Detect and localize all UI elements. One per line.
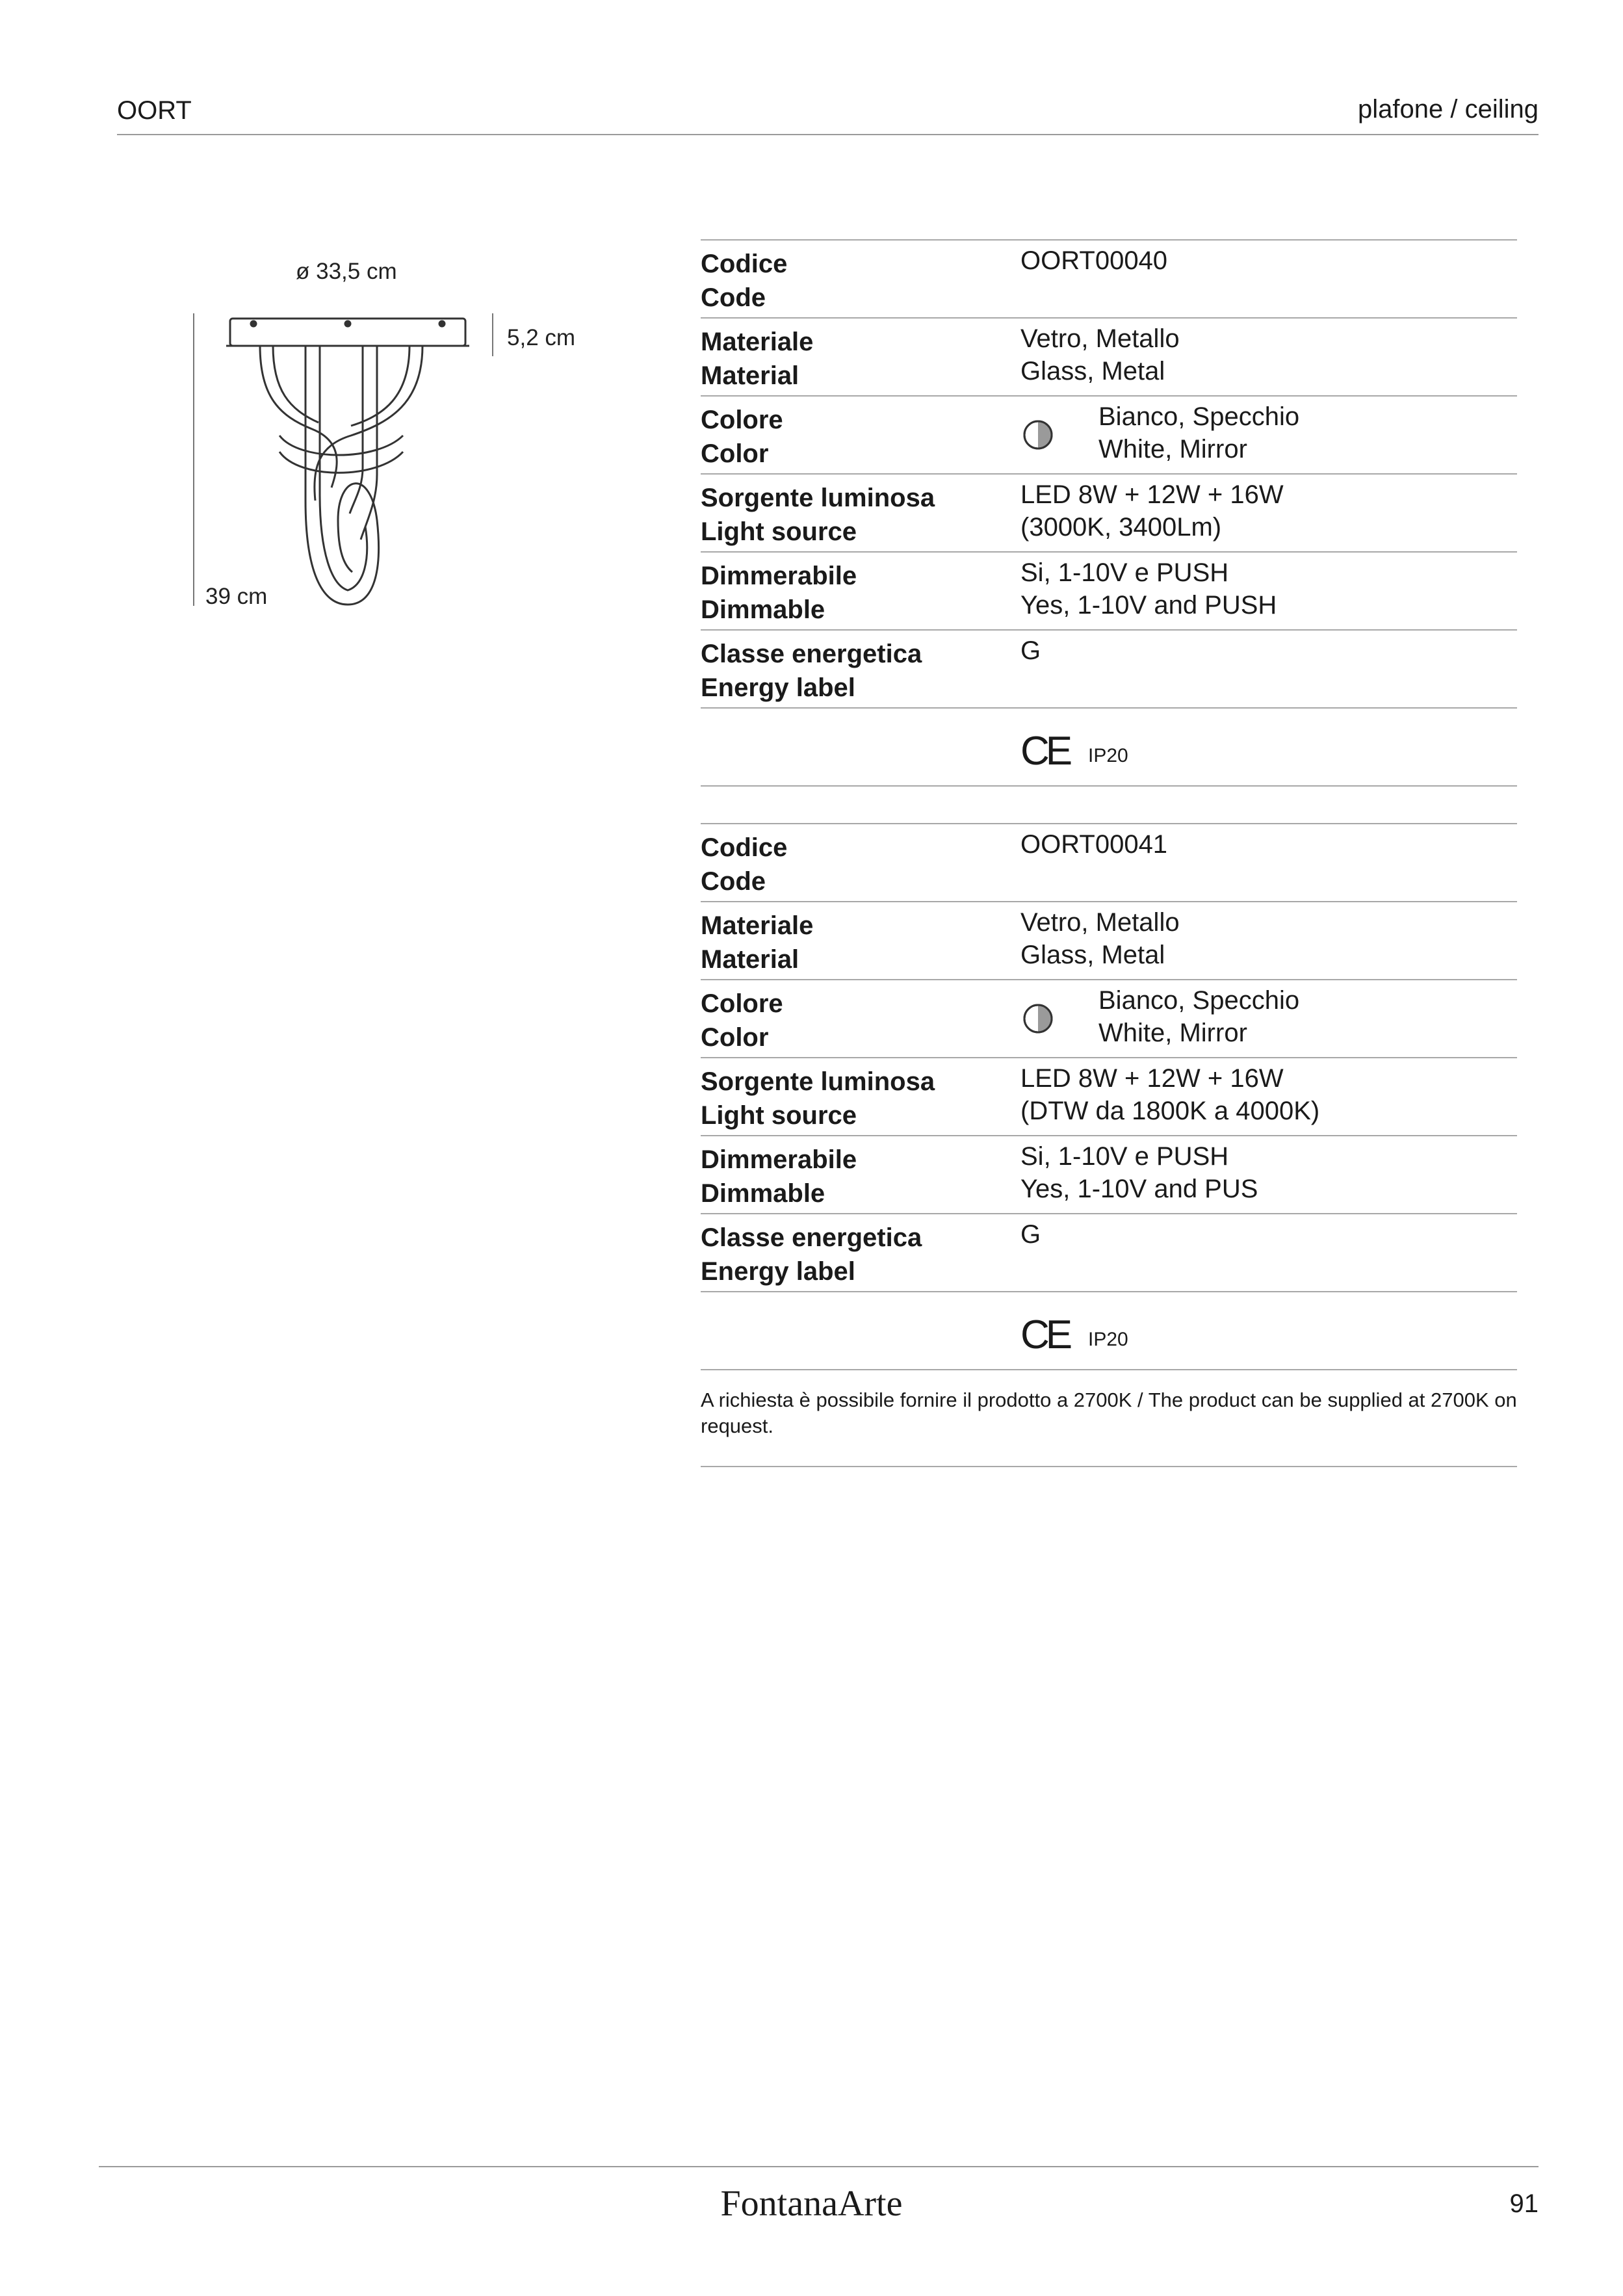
- spec-value: LED 8W + 12W + 16W (3000K, 3400Lm): [1020, 480, 1284, 541]
- spec-label: Classe energetica Energy label: [701, 1223, 922, 1286]
- total-height-dimension: 39 cm: [205, 584, 268, 609]
- spec-label: Dimmerabile Dimmable: [701, 1145, 857, 1208]
- spec-value: Vetro, Metallo Glass, Metal: [1020, 908, 1180, 969]
- spec-label: Dimmerabile Dimmable: [701, 562, 857, 624]
- spec-label: Classe energetica Energy label: [701, 640, 922, 702]
- spec-row-energy-label: [701, 1213, 1517, 1291]
- spec-value: Si, 1-10V e PUSH Yes, 1-10V and PUSH: [1020, 558, 1277, 620]
- spec-table-2: [701, 823, 1517, 1370]
- spec-label: Sorgente luminosa Light source: [701, 484, 935, 546]
- ip-rating: IP20: [1088, 745, 1128, 766]
- spec-row-code: [701, 239, 1517, 317]
- ip-rating: IP20: [1088, 1329, 1128, 1350]
- spec-row-certifications: [701, 1291, 1517, 1369]
- spec-value: LED 8W + 12W + 16W (DTW da 1800K a 4000K): [1020, 1064, 1320, 1125]
- canopy-height-dimension: 5,2 cm: [507, 325, 576, 350]
- spec-row-material: [701, 317, 1517, 395]
- spec-row-dimmable: [701, 1135, 1517, 1213]
- spec-value: OORT00040: [1020, 246, 1168, 275]
- spec-value: Bianco, Specchio White, Mirror: [1098, 402, 1300, 463]
- spec-table-1: [701, 239, 1517, 787]
- spec-row-color: [701, 979, 1517, 1057]
- spec-row-code: [701, 823, 1517, 901]
- spec-row-energy-label: [701, 629, 1517, 707]
- spec-label: Colore Color: [701, 989, 783, 1052]
- ce-mark-icon: CE: [1020, 1312, 1069, 1357]
- color-swatch-icon: [1022, 419, 1054, 451]
- color-swatch-icon: [1022, 1002, 1054, 1035]
- brand-logo: FontanaArte: [720, 2184, 903, 2224]
- spec-value: Bianco, Specchio White, Mirror: [1098, 986, 1300, 1047]
- spec-row-light-source: [701, 1057, 1517, 1135]
- spec-label: Colore Color: [701, 406, 783, 468]
- spec-label: Materiale Material: [701, 328, 814, 390]
- ce-mark-icon: CE: [1020, 729, 1069, 774]
- lamp-technical-drawing: [182, 306, 507, 618]
- diameter-dimension: ø 33,5 cm: [296, 259, 397, 284]
- spec-row-dimmable: [701, 551, 1517, 629]
- spec-row-material: [701, 901, 1517, 979]
- page-number: 91: [1509, 2189, 1539, 2218]
- header-divider: [117, 134, 1539, 135]
- product-family-title: OORT: [117, 96, 192, 125]
- spec-row-light-source: [701, 473, 1517, 551]
- glass-loop: [315, 346, 422, 501]
- spec-value: Si, 1-10V e PUSH Yes, 1-10V and PUS: [1020, 1142, 1258, 1203]
- spec-label: Codice Code: [701, 833, 788, 896]
- availability-note: A richiesta è possibile fornire il prodotto a 2700K / The product can be supplied at 2700K on request.: [701, 1389, 1517, 1437]
- spec-row-certifications: [701, 707, 1517, 785]
- spec-value: G: [1020, 1220, 1041, 1249]
- glass-loop: [305, 346, 379, 605]
- note-divider: [701, 1466, 1517, 1467]
- spec-label: Codice Code: [701, 250, 788, 312]
- spec-label: Sorgente luminosa Light source: [701, 1067, 935, 1130]
- spec-value: Vetro, Metallo Glass, Metal: [1020, 324, 1180, 385]
- spec-row-color: [701, 395, 1517, 473]
- spec-value: OORT00041: [1020, 830, 1168, 859]
- footer-divider: [99, 2166, 1539, 2167]
- category-label: plafone / ceiling: [1358, 95, 1539, 124]
- spec-label: Materiale Material: [701, 911, 814, 974]
- spec-value: G: [1020, 636, 1041, 665]
